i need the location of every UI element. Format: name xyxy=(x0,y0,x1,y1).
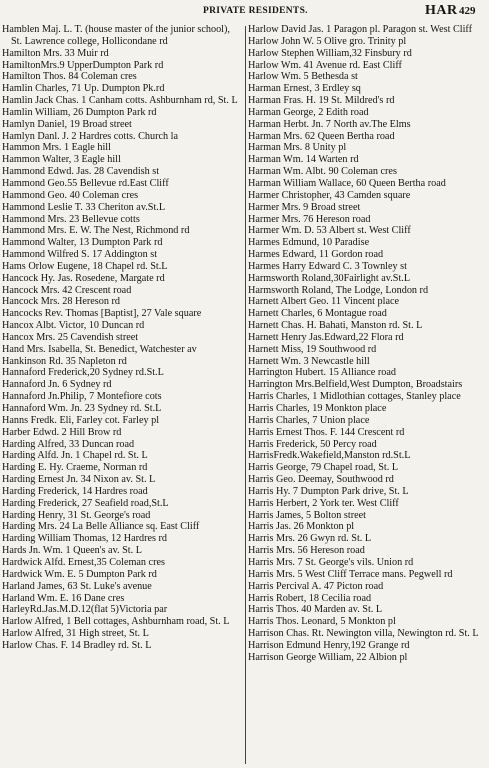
directory-entry: Harris Charles, 7 Union place xyxy=(248,414,370,426)
directory-entry: Hammond Mrs. E. W. The Nest, Richmond rd xyxy=(2,225,190,237)
page-number: 429 xyxy=(459,5,476,17)
directory-entry: Harman William Wallace, 60 Queen Bertha road xyxy=(248,177,446,189)
directory-entry: Harlow John W. 5 Olive gro. Trinity pl xyxy=(248,35,407,47)
directory-entry: Harnett Henry Jas.Edward,22 Flora rd xyxy=(248,331,404,343)
directory-entry: Harlow David Jas. 1 Paragon pl. Paragon st. West Cliff xyxy=(248,24,473,35)
directory-entry: Harland Wm. E. 16 Dane cres xyxy=(2,592,125,604)
directory-entry: Harris Charles, 1 Midlothian cottages, Stanley place xyxy=(248,391,461,403)
right-column xyxy=(248,24,488,764)
directory-entry: Harding Mrs. 24 La Belle Alliance sq. East Cliff xyxy=(2,521,200,533)
directory-entry: Hamblen Maj. L. T. (house master of the junior school), St. Lawrence college, Hollicondane rd xyxy=(2,24,230,47)
directory-entry: Harding Frederick, 14 Hardres road xyxy=(2,485,148,497)
directory-entry: Hancock Mrs. 42 Crescent road xyxy=(2,284,132,296)
directory-entry: Harman Mrs. 8 Unity pl xyxy=(248,142,347,154)
directory-entry: Harman Ernest, 3 Erdley sq xyxy=(248,83,361,95)
column-divider xyxy=(245,26,246,764)
directory-entry: Harman Mrs. 62 Queen Bertha road xyxy=(248,130,395,142)
directory-entry: Harding Ernest Jn. 34 Nixon av. St. L xyxy=(2,474,156,486)
directory-entry: Hammon Mrs. 1 Eagle hill xyxy=(2,142,111,154)
directory-entry: Harman Fras. H. 19 St. Mildred's rd xyxy=(248,95,395,107)
directory-entry: Harris Thos. Leonard, 5 Monkton pl xyxy=(248,616,396,628)
directory-entry: Harlow Wm. 5 Bethesda st xyxy=(248,71,358,83)
directory-entry: Harnett Miss, 19 Southwood rd xyxy=(248,343,377,355)
directory-entry: Harris Percival A. 47 Picton road xyxy=(248,580,384,592)
directory-entry: Harris Charles, 19 Monkton place xyxy=(248,403,387,414)
directory-entry: Harman Wm. Albt. 90 Coleman cres xyxy=(248,166,397,178)
directory-entry: Hards Jn. Wm. 1 Queen's av. St. L xyxy=(2,545,142,557)
directory-entry: Harrington Mrs.Belfield,West Dumpton, Broadstairs xyxy=(248,379,463,391)
directory-entry: Hancock Mrs. 28 Hereson rd xyxy=(2,296,120,308)
directory-entry: Harding E. Hy. Craeme, Norman rd xyxy=(2,462,148,474)
directory-entry: Harris Herbert, 2 York ter. West Cliff xyxy=(248,497,399,509)
directory-entry: Harber Edwd. 2 Hill Brow rd xyxy=(2,426,122,438)
directory-entry: Harding Henry, 31 St. George's road xyxy=(2,509,151,521)
directory-entry: Harris Geo. Deemay, Southwood rd xyxy=(248,474,394,486)
directory-entry: Harmer Mrs. 76 Hereson road xyxy=(248,213,371,225)
directory-entry: Hannaford Jn. 6 Sydney rd xyxy=(2,379,112,391)
directory-entry: HarleyRd.Jas.M.D.12(flat 5)Victoria par xyxy=(2,604,168,616)
directory-entry: Harris Mrs. 26 Gwyn rd. St. L xyxy=(248,533,372,545)
directory-entry: Hardwick Alfd. Ernest,35 Coleman cres xyxy=(2,556,165,568)
directory-entry: Hamlin William, 26 Dumpton Park rd xyxy=(2,106,157,118)
directory-entry: Harnett Wm. 3 Newcastle hill xyxy=(248,355,370,367)
directory-entry: Harding Alfd. Jn. 1 Chapel rd. St. L xyxy=(2,450,148,462)
directory-entry: Harris Mrs. 56 Hereson road xyxy=(248,545,365,557)
directory-entry: Harmer Mrs. 9 Broad street xyxy=(248,201,361,213)
directory-entry: Harmes Edmund, 10 Paradise xyxy=(248,237,370,249)
directory-entry: Hammond Edwd. Jas. 28 Cavendish st xyxy=(2,166,160,178)
directory-entry: Hardwick Wm. E. 5 Dumpton Park rd xyxy=(2,568,157,580)
directory-entry: Harris Mrs. 5 West Cliff Terrace mans. Pegwell rd xyxy=(248,568,453,580)
directory-entry: Harnett Chas. H. Bahati, Manston rd. St. L xyxy=(248,320,423,332)
directory-entry: Harmes Harry Edward C. 3 Townley st xyxy=(248,260,407,272)
directory-entry: Harlow Wm. 41 Avenue rd. East Cliff xyxy=(248,59,402,71)
directory-entry: Harland James, 63 St. Luke's avenue xyxy=(2,580,152,592)
directory-entry: Harmes Edward, 11 Gordon road xyxy=(248,249,384,261)
directory-entry: Hancock Hy. Jas. Rosedene, Margate rd xyxy=(2,272,165,284)
directory-entry: Hand Mrs. Isabella, St. Benedict, Watchester av xyxy=(2,343,197,355)
directory-entry: HamiltonMrs.9 UpperDumpton Park rd xyxy=(2,59,164,71)
directory-entry: Harris George, 79 Chapel road, St. L xyxy=(248,462,399,474)
directory-entry: Hammond Geo.55 Bellevue rd.East Cliff xyxy=(2,177,169,189)
directory-entry: Hannaford Frederick,20 Sydney rd.St.L xyxy=(2,367,164,379)
directory-entry: Hammond Wilfred S. 17 Addington st xyxy=(2,249,158,261)
directory-entry: Hannaford Wm. Jn. 23 Sydney rd. St.L xyxy=(2,403,162,414)
directory-entry: Harlow Stephen William,32 Finsbury rd xyxy=(248,47,412,59)
directory-entry: Harris Ernest Thos. F. 144 Crescent rd xyxy=(248,426,405,438)
directory-entry: Hammond Geo. 40 Coleman cres xyxy=(2,189,139,201)
directory-entry: Harris Thos. 40 Marden av. St. L xyxy=(248,604,383,616)
directory-entry: Harlow Alfred, 31 High street, St. L xyxy=(2,628,149,640)
directory-entry: Hancox Mrs. 25 Cavendish street xyxy=(2,331,139,343)
directory-entry: Harding William Thomas, 12 Hardres rd xyxy=(2,533,168,545)
directory-entry: Hammon Walter, 3 Eagle hill xyxy=(2,154,121,166)
directory-entry: Hamlyn Danl. J. 2 Hardres cotts. Church la xyxy=(2,130,178,142)
directory-entry: Harris James, 5 Bolton street xyxy=(248,509,366,521)
directory-entry: Hanns Fredk. Eli, Farley cot. Farley pl xyxy=(2,414,160,426)
directory-entry: Harmer Wm. D. 53 Albert st. West Cliff xyxy=(248,225,411,237)
directory-entry: Harnett Charles, 6 Montague road xyxy=(248,308,387,320)
directory-entry: Hamlyn Daniel, 19 Broad street xyxy=(2,118,132,130)
directory-entry: Harding Frederick, 27 Seafield road,St.L xyxy=(2,497,169,509)
directory-entry: Harman George, 2 Edith road xyxy=(248,106,369,118)
directory-entry: Harris Jas. 26 Monkton pl xyxy=(248,521,355,533)
directory-entry: Harrison George William, 22 Albion pl xyxy=(248,651,408,663)
guide-word: HAR xyxy=(425,3,458,18)
directory-entry: Harris Frederick, 50 Percy road xyxy=(248,438,377,450)
directory-entry: Harlow Alfred, 1 Bell cottages, Ashburnham road, St. L xyxy=(2,616,230,628)
page-header xyxy=(0,0,489,24)
directory-entry: Harris Robert, 18 Cecilia road xyxy=(248,592,372,604)
directory-entry: Harrington Hubert. 15 Alliance road xyxy=(248,367,396,379)
left-column xyxy=(2,24,242,764)
directory-entry: Hams Orlow Eugene, 18 Chapel rd. St.L xyxy=(2,260,168,272)
directory-entry: Hannaford Jn.Philip, 7 Montefiore cots xyxy=(2,391,162,403)
directory-entry: Hankinson Rd. 35 Napleton rd xyxy=(2,355,127,367)
directory-entry: Harris Mrs. 7 St. George's vils. Union rd xyxy=(248,556,414,568)
running-head: PRIVATE RESIDENTS. xyxy=(203,6,308,16)
directory-entry: Harrison Chas. Rt. Newington villa, Newington rd. St. L xyxy=(248,628,479,640)
directory-entry: HarrisFredk.Wakefield,Manston rd.St.L xyxy=(248,450,411,462)
directory-entry: Hancocks Rev. Thomas [Baptist], 27 Vale square xyxy=(2,308,202,320)
directory-entry: Hammond Leslie T. 33 Cheriton av.St.L xyxy=(2,201,166,213)
directory-entry: Harnett Albert Geo. 11 Vincent place xyxy=(248,296,400,308)
directory-entry: Harrison Edmund Henry,192 Grange rd xyxy=(248,639,410,651)
directory-entry: Harmsworth Roland,30Fairlight av.St.L xyxy=(248,272,411,284)
directory-entry: Hammond Walter, 13 Dumpton Park rd xyxy=(2,237,163,249)
directory-entry: Harding Alfred, 33 Duncan road xyxy=(2,438,135,450)
directory-entry: Harris Hy. 7 Dumpton Park drive, St. L xyxy=(248,485,409,497)
directory-entry: Hammond Mrs. 23 Bellevue cotts xyxy=(2,213,140,225)
directory-entry: Harmsworth Roland, The Lodge, London rd xyxy=(248,284,429,296)
directory-entry: Hamilton Mrs. 33 Muir rd xyxy=(2,47,109,59)
directory-entry: Harlow Chas. F. 14 Bradley rd. St. L xyxy=(2,639,152,651)
directory-entry: Hamilton Thos. 84 Coleman cres xyxy=(2,71,137,83)
directory-entry: Harman Herbt. Jn. 7 North av.The Elms xyxy=(248,118,411,130)
directory-entry: Hamlin Jack Chas. 1 Canham cotts. Ashburnham rd, St. L xyxy=(2,95,238,107)
directory-entry: Hancox Albt. Victor, 10 Duncan rd xyxy=(2,320,145,332)
directory-entry: Harman Wm. 14 Warten rd xyxy=(248,154,359,166)
directory-entry: Harmer Christopher, 43 Camden square xyxy=(248,189,411,201)
directory-entry: Hamlin Charles, 71 Up. Dumpton Pk.rd xyxy=(2,83,165,95)
